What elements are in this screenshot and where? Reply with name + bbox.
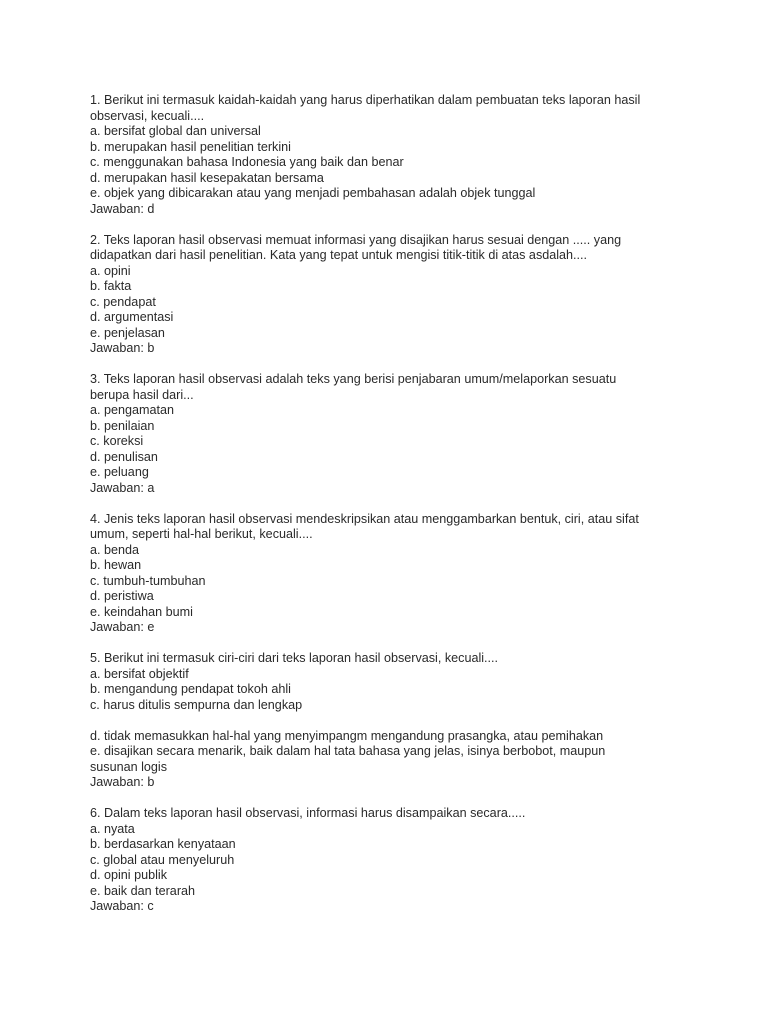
- option-a: a. nyata: [90, 821, 135, 836]
- answer-key: Jawaban: c: [90, 899, 154, 913]
- question-block-2: [90, 233, 690, 357]
- question-text: umum, seperti hal-hal berikut, kecuali....: [90, 527, 313, 541]
- option-a: a. pengamatan: [90, 403, 175, 417]
- option-e: e. baik dan terarah: [90, 883, 196, 898]
- spacer: [90, 636, 690, 652]
- option-c: c. menggunakan bahasa Indonesia yang baik dan benar: [90, 155, 404, 169]
- option-e: e. peluang: [90, 465, 149, 479]
- option-d: d. tidak memasukkan hal-hal yang menyimpangm mengandung prasangka, atau pemihakan: [90, 728, 604, 743]
- spacer: [90, 791, 690, 807]
- option-e: e. disajikan secara menarik, baik dalam hal tata bahasa yang jelas, isinya berbobot, maupun: [90, 744, 606, 758]
- option-c: c. pendapat: [90, 294, 156, 309]
- question-block-1: [90, 93, 690, 217]
- answer-key: Jawaban: e: [90, 620, 155, 634]
- question-text: observasi, kecuali....: [90, 108, 205, 123]
- question-text: 3. Teks laporan hasil observasi adalah teks yang berisi penjabaran umum/melaporkan sesuatu: [90, 372, 617, 386]
- option-a: a. bersifat objektif: [90, 666, 189, 681]
- option-e: e. objek yang dibicarakan atau yang menjadi pembahasan adalah objek tunggal: [90, 186, 536, 200]
- question-block-6: [90, 806, 690, 915]
- option-b: b. berdasarkan kenyataan: [90, 837, 236, 851]
- question-text: 5. Berikut ini termasuk ciri-ciri dari teks laporan hasil observasi, kecuali....: [90, 651, 499, 665]
- answer-key: Jawaban: a: [90, 480, 155, 495]
- question-text: berupa hasil dari...: [90, 387, 194, 402]
- option-a: a. benda: [90, 542, 140, 557]
- option-c: c. tumbuh-tumbuhan: [90, 573, 206, 588]
- option-b: b. merupakan hasil penelitian terkini: [90, 139, 291, 154]
- option-b: b. penilaian: [90, 418, 155, 433]
- question-text: 6. Dalam teks laporan hasil observasi, informasi harus disampaikan secara.....: [90, 806, 526, 820]
- question-block-5: [90, 651, 690, 791]
- option-d: d. argumentasi: [90, 310, 174, 324]
- option-e: e. keindahan bumi: [90, 604, 193, 619]
- spacer: [90, 496, 690, 512]
- option-d: d. merupakan hasil kesepakatan bersama: [90, 170, 324, 185]
- option-c: c. koreksi: [90, 434, 144, 448]
- question-text: didapatkan dari hasil penelitian. Kata yang tepat untuk mengisi titik-titik di atas asdalah....: [90, 248, 588, 262]
- document-body: [90, 93, 690, 915]
- option-c: c. global atau menyeluruh: [90, 852, 235, 867]
- question-block-3: [90, 372, 690, 496]
- option-a: a. bersifat global dan universal: [90, 124, 261, 138]
- question-text: 4. Jenis teks laporan hasil observasi mendeskripsikan atau menggambarkan bentuk, ciri, atau sifat: [90, 511, 639, 526]
- option-e: e. penjelasan: [90, 325, 165, 340]
- spacer: [90, 217, 690, 233]
- answer-key: Jawaban: b: [90, 775, 155, 789]
- option-b: b. hewan: [90, 558, 142, 572]
- option-e-continued: susunan logis: [90, 759, 168, 774]
- option-d: d. peristiwa: [90, 589, 154, 603]
- answer-key: Jawaban: b: [90, 341, 155, 355]
- spacer: [90, 713, 690, 729]
- question-text: 1. Berikut ini termasuk kaidah-kaidah yang harus diperhatikan dalam pembuatan teks laporan hasil: [90, 93, 641, 107]
- question-block-4: [90, 512, 690, 636]
- option-c: c. harus ditulis sempurna dan lengkap: [90, 697, 303, 712]
- option-b: b. mengandung pendapat tokoh ahli: [90, 682, 291, 696]
- option-d: d. opini publik: [90, 868, 168, 882]
- spacer: [90, 357, 690, 373]
- option-a: a. opini: [90, 263, 131, 278]
- option-b: b. fakta: [90, 279, 132, 293]
- answer-key: Jawaban: d: [90, 201, 155, 216]
- question-text: 2. Teks laporan hasil observasi memuat informasi yang disajikan harus sesuai dengan ..... yang: [90, 232, 622, 247]
- option-d: d. penulisan: [90, 449, 158, 464]
